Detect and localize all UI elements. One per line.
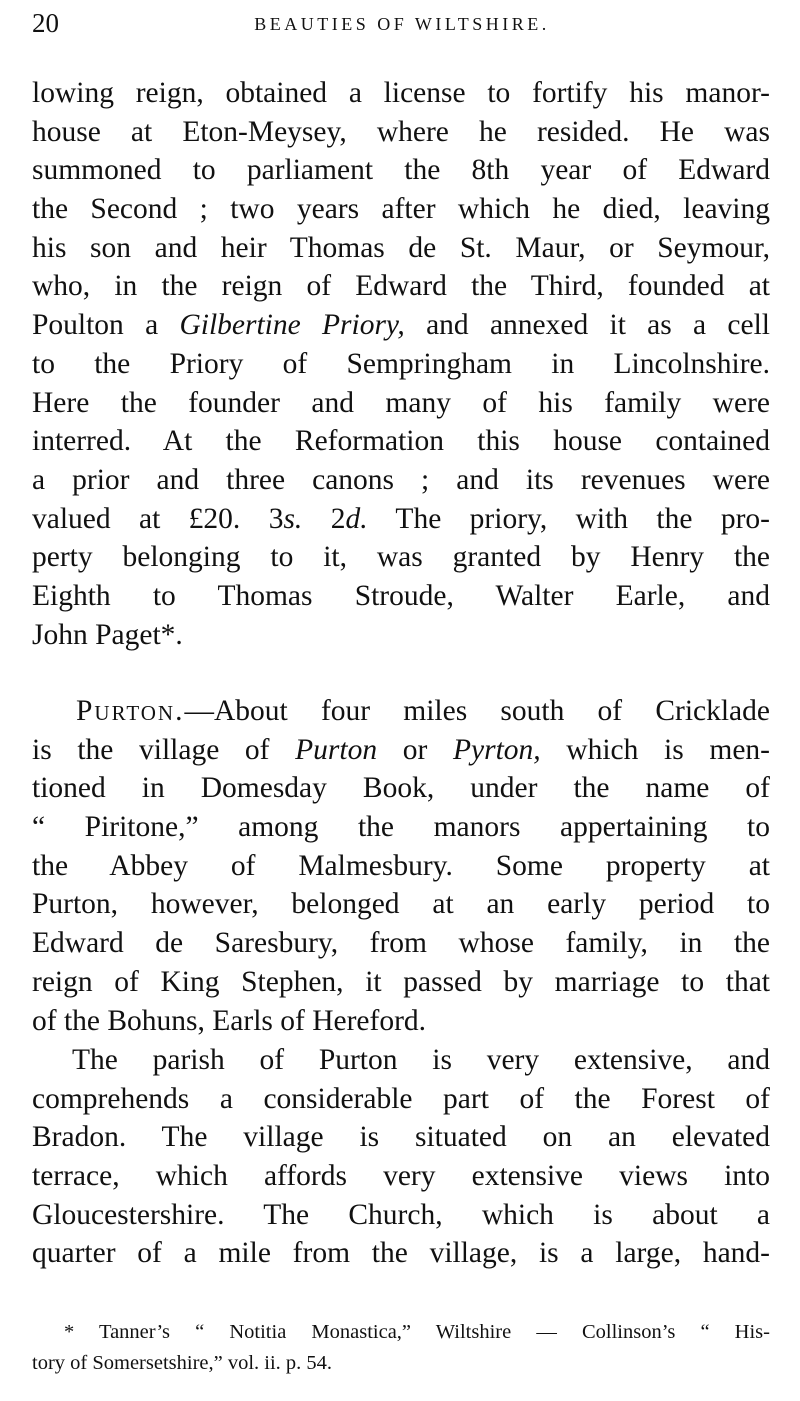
section-heading-purton: Purton. (76, 695, 185, 727)
text-line: the Second ; two years after which he died, leaving (32, 193, 770, 226)
text-line (32, 692, 770, 731)
text-run: Poulton a (32, 309, 180, 342)
italic-purton: Purton (295, 733, 378, 766)
italic-pence: d. (345, 502, 368, 535)
text-line: the Abbey of Malmesbury. Some property at (32, 849, 770, 882)
paragraph-2 (32, 692, 770, 1040)
text-line: lowing reign, obtained a license to fortify his manor- (32, 77, 770, 109)
text-line (32, 306, 770, 345)
text-line (32, 500, 770, 539)
text-line: John Paget*. (32, 618, 183, 651)
text-run: which is men- (540, 733, 770, 766)
footnote-line: * Tanner’s “ Notitia Monastica,” Wiltshire — Collinson’s “ His- (64, 1321, 770, 1343)
footnote (32, 1317, 770, 1379)
text-line: to the Priory of Sempringham in Lincolnshire. (32, 347, 770, 380)
text-line: interred. At the Reformation this house contained (32, 425, 770, 458)
paragraph-1 (32, 74, 770, 654)
text-line: a prior and three canons ; and its revenues were (32, 463, 770, 496)
text-line: comprehends a considerable part of the Forest of (32, 1082, 770, 1115)
text-line: of the Bohuns, Earls of Hereford. (32, 1004, 427, 1037)
text-run: The priory, with the pro- (367, 502, 770, 535)
text-line: house at Eton-Meysey, where he resided. He was (32, 115, 770, 148)
running-title: BEAUTIES OF WILTSHIRE. (254, 14, 550, 34)
italic-shillings: s. (283, 502, 303, 535)
footnote-line: tory of Somersetshire,” vol. ii. p. 54. (32, 1352, 333, 1374)
text-line: tioned in Domesday Book, under the name of (32, 772, 770, 805)
paragraph-3 (32, 1041, 770, 1273)
text-line: reign of King Stephen, it passed by marriage to that (32, 965, 770, 998)
text-line: Bradon. The village is situated on an elevated (32, 1121, 770, 1154)
text-line: The parish of Purton is very extensive, and (72, 1044, 770, 1076)
text-line: terrace, which affords very extensive views into (32, 1160, 770, 1193)
italic-pyrton: Pyrton, (452, 733, 541, 766)
text-run: or (377, 733, 453, 766)
page-header (32, 8, 772, 44)
text-run: —About four miles south of Cricklade (184, 695, 770, 727)
text-line: Here the founder and many of his family were (32, 386, 770, 419)
page-number: 20 (32, 8, 59, 38)
text-run: is the village of (32, 733, 296, 766)
text-line: his son and heir Thomas de St. Maur, or Seymour, (32, 231, 770, 264)
italic-title-gilbertine-priory: Gilbertine Priory, (179, 309, 405, 342)
text-line: Edward de Saresbury, from whose family, in the (32, 927, 770, 960)
text-line: who, in the reign of Edward the Third, founded at (32, 270, 770, 303)
text-line: Eighth to Thomas Stroude, Walter Earle, and (32, 579, 770, 612)
text-line: quarter of a mile from the village, is a large, hand- (32, 1237, 770, 1270)
text-line: Gloucestershire. The Church, which is about a (32, 1198, 770, 1231)
text-run: 2 (302, 502, 346, 535)
text-run: and annexed it as a cell (404, 309, 770, 342)
text-line: Purton, however, belonged at an early period to (32, 888, 770, 921)
text-run: valued at £20. 3 (32, 502, 284, 535)
text-line: “ Piritone,” among the manors appertaining to (32, 811, 770, 844)
text-line (32, 731, 770, 770)
text-line: perty belonging to it, was granted by Henry the (32, 541, 770, 574)
text-line: summoned to parliament the 8th year of Edward (32, 154, 770, 187)
